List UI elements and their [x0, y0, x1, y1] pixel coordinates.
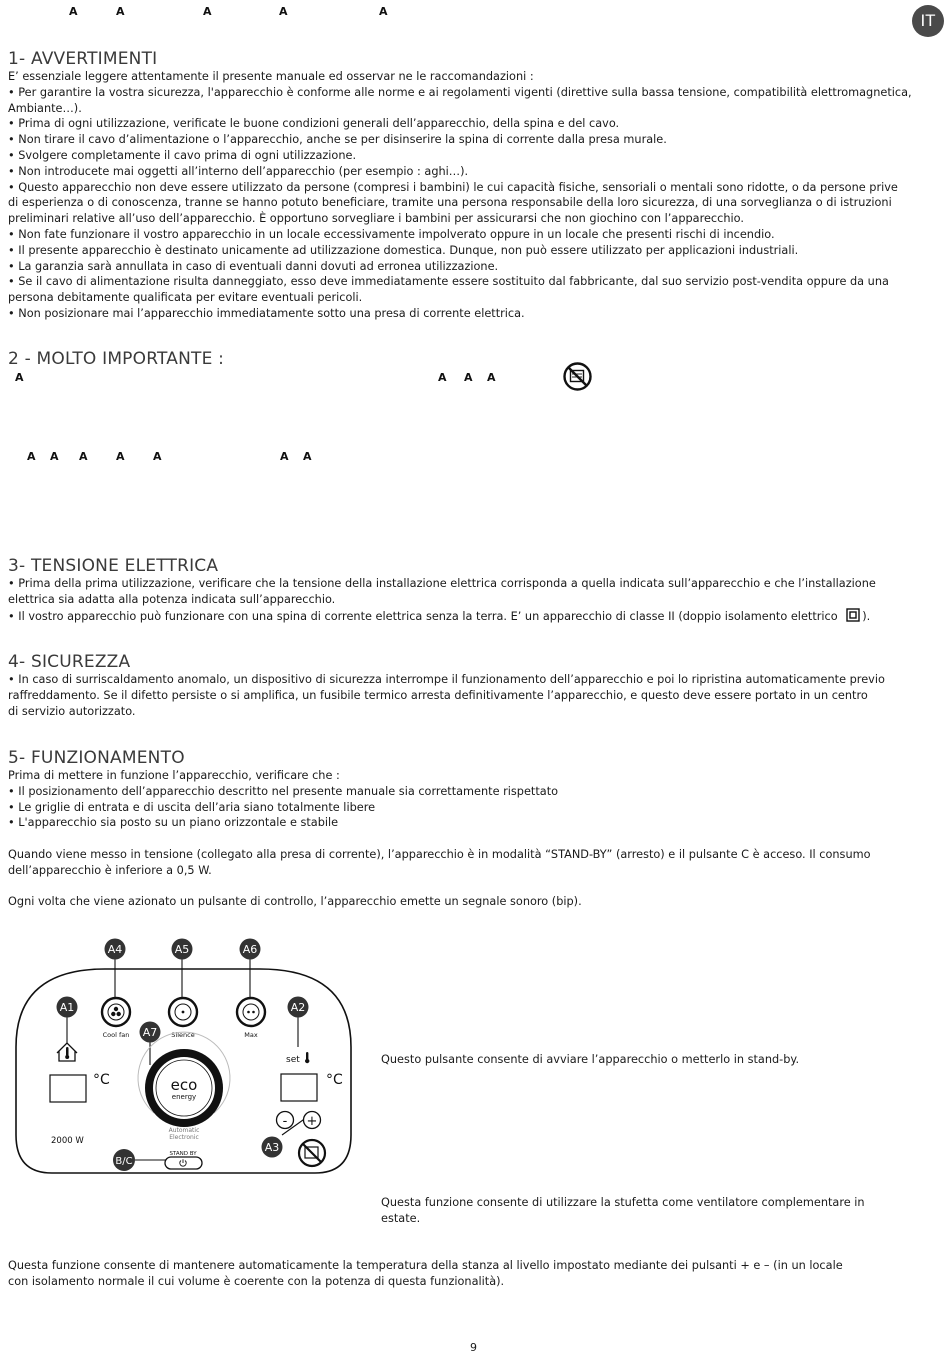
- paragraph-line: • Se il cavo di alimentazione risulta danneggiato, esso deve immediatamente essere sostituito dal fabbricante, dal suo servizio post-vendita oppure da una: [8, 275, 889, 289]
- section-3-title: 3- TENSIONE ELETTRICA: [8, 556, 219, 576]
- beep-paragraph: Ogni volta che viene azionato un pulsante di controllo, l’apparecchio emette un segnale sonoro (bip).: [8, 895, 582, 908]
- warning-mark: A: [280, 450, 289, 463]
- header-mark: A: [69, 5, 78, 18]
- warning-mark: A: [487, 371, 496, 384]
- paragraph-line: • Non posizionare mai l’apparecchio immediatamente sotto una presa di corrente elettrica.: [8, 306, 525, 320]
- callout-a1: [57, 997, 78, 1018]
- section-5-body: [8, 768, 558, 831]
- svg-text:+: +: [306, 1114, 318, 1129]
- paragraph-line: • Il presente apparecchio è destinato unicamente ad utilizzazione domestica. Dunque, non può essere utilizzato per applicazioni industriali.: [8, 243, 799, 257]
- page-number: 9: [470, 1341, 477, 1354]
- house-thermometer-icon: [57, 1043, 77, 1061]
- cool-fan-button[interactable]: [102, 998, 130, 1026]
- callout-a4: [105, 939, 126, 960]
- paragraph-line: • Non tirare il cavo d’alimentazione o l’apparecchio, anche se per disinserire la spina di corrente dalla presa murale.: [8, 133, 667, 147]
- paragraph-line: persona debitamente qualificata per evitare eventuali pericoli.: [8, 291, 363, 305]
- paragraph-line: • Prima della prima utilizzazione, verificare che la tensione della installazione elettrica corrisponda a quella indicata sull’apparecchio e che l’installazione: [8, 577, 876, 590]
- paragraph-line: estate.: [381, 1211, 421, 1225]
- svg-text:A1: A1: [59, 1001, 75, 1014]
- section-3-body: [8, 576, 876, 624]
- section-2-title: 2 - MOLTO IMPORTANTE :: [8, 349, 225, 369]
- eco-word: eco: [170, 1076, 198, 1094]
- do-not-cover-icon: [562, 361, 593, 392]
- section-4-title: 4- SICUREZZA: [8, 652, 131, 672]
- warning-mark: A: [116, 450, 125, 463]
- header-mark: A: [116, 5, 125, 18]
- warning-mark: A: [303, 450, 312, 463]
- class-ii-double-insulation-icon: [846, 608, 860, 622]
- paragraph-line: • Le griglie di entrata e di uscita dell’aria siano totalmente libere: [8, 800, 376, 814]
- standby-button-description: Questo pulsante consente di avviare l’apparecchio o metterlo in stand-by.: [381, 1053, 800, 1066]
- paragraph-line: di esperienza o di conoscenza, tranne se hanno potuto beneficiare, tramite una persona responsabile della loro sicurezza, di una sorveglianza o di istruzioni: [8, 196, 892, 210]
- header-mark: A: [379, 5, 388, 18]
- power-rating-label: 2000 W: [51, 1136, 84, 1146]
- set-temp-display: [281, 1074, 317, 1101]
- callout-a3: [262, 1137, 283, 1158]
- paragraph-line: • Il posizionamento dell’apparecchio descritto nel presente manuale sia correttamente rispettato: [8, 784, 559, 798]
- electronic-label: Electronic: [169, 1134, 199, 1141]
- paragraph-line: • Questo apparecchio non deve essere utilizzato da persone (compresi i bambini) le cui capacità fisiche, sensoriali o mentali sono ridotte, o da persone prive: [8, 180, 898, 194]
- do-not-cover-icon: [299, 1140, 325, 1166]
- svg-text:A4: A4: [107, 943, 123, 956]
- svg-text:-: -: [282, 1114, 288, 1129]
- paragraph-line: E’ essenziale leggere attentamente il presente manuale ed osservar ne le raccomandazioni :: [8, 70, 534, 83]
- paragraph-line: Questa funzione consente di utilizzare la stufetta come ventilatore complementare in: [381, 1196, 865, 1209]
- callout-a2: [288, 997, 309, 1018]
- paragraph-line: • Svolgere completamente il cavo prima di ogni utilizzazione.: [8, 148, 357, 162]
- paragraph-line: raffreddamento. Se il difetto persiste o si amplifica, un fusibile termico arresta definitivamente l’apparecchio, e questo deve essere portato in un centro: [8, 688, 868, 702]
- standby-paragraph: [8, 847, 871, 879]
- energy-word: energy: [171, 1093, 197, 1101]
- paragraph-line: di servizio autorizzato.: [8, 704, 136, 718]
- current-temp-display: [50, 1075, 86, 1102]
- thermometer-icon: [305, 1052, 309, 1063]
- plus-button[interactable]: [304, 1112, 321, 1130]
- warning-mark: A: [79, 450, 88, 463]
- set-label: set: [286, 1055, 300, 1065]
- paragraph-line: Quando viene messo in tensione (collegato alla presa di corrente), l’apparecchio è in modalità “STAND-BY” (arresto) e il pulsante C è acceso. Il consumo: [8, 848, 871, 861]
- paragraph-line: elettrica sia adatta alla potenza indicata sull’apparecchio.: [8, 592, 336, 606]
- paragraph-line: Prima di mettere in funzione l’apparecchio, verificare che :: [8, 769, 340, 782]
- paragraph-line: • Prima di ogni utilizzazione, verificate le buone condizioni generali dell’apparecchio, della spina e del cavo.: [8, 117, 620, 131]
- paragraph-line: • Per garantire la vostra sicurezza, l'apparecchio è conforme alle norme e ai regolamenti vigenti (direttive sulla bassa tensione, compatibilità elettromagnetica,: [8, 85, 912, 99]
- section-4-body: [8, 672, 885, 719]
- svg-text:A3: A3: [264, 1141, 280, 1154]
- cool-fan-label: Cool fan: [102, 1031, 130, 1039]
- paragraph-line: • La garanzia sarà annullata in caso di eventuali danni dovuti ad erronea utilizzazione.: [8, 259, 499, 273]
- silence-button[interactable]: [169, 998, 197, 1026]
- paragraph-line: • In caso di surriscaldamento anomalo, un dispositivo di sicurezza interrompe il funzionamento dell’apparecchio e poi lo ripristina automaticamente previo: [8, 673, 885, 686]
- paragraph-line: Questa funzione consente di mantenere automaticamente la temperatura della stanza al livello impostato mediante dei pulsanti + e – (in un locale: [8, 1259, 843, 1272]
- minus-button[interactable]: [277, 1112, 294, 1130]
- silence-dot-icon: [182, 1011, 185, 1014]
- svg-text:A6: A6: [242, 943, 258, 956]
- svg-text:A2: A2: [290, 1001, 306, 1014]
- header-mark: A: [279, 5, 288, 18]
- paragraph-line: con isolamento normale il cui volume è coerente con la potenza di questa funzionalità).: [8, 1274, 505, 1288]
- callout-a5: [172, 939, 193, 960]
- paragraph-line-with-icon: [8, 608, 876, 625]
- language-badge: IT: [912, 5, 944, 37]
- warning-mark: A: [27, 450, 36, 463]
- class-ii-text-end: ).: [862, 609, 871, 623]
- header-mark: A: [203, 5, 212, 18]
- section-1-title: 1- AVVERTIMENTI: [8, 49, 158, 69]
- warning-mark: A: [15, 371, 24, 384]
- svg-text:A5: A5: [174, 943, 190, 956]
- callout-a7: [140, 1022, 161, 1043]
- warning-mark: A: [464, 371, 473, 384]
- svg-text:B/C: B/C: [115, 1156, 133, 1167]
- max-button[interactable]: [237, 998, 265, 1026]
- degree-celsius-right: °C: [326, 1072, 343, 1088]
- paragraph-line: dell’apparecchio è inferiore a 0,5 W.: [8, 863, 212, 877]
- fan-function-description: [381, 1195, 865, 1227]
- max-dots-icon: [247, 1011, 250, 1014]
- warning-mark: A: [153, 450, 162, 463]
- paragraph-line: Ambiante…).: [8, 101, 82, 115]
- silence-label: Silence: [171, 1031, 195, 1039]
- section-5-title: 5- FUNZIONAMENTO: [8, 748, 185, 768]
- callout-bc: [113, 1149, 135, 1171]
- warning-mark: A: [438, 371, 447, 384]
- max-label: Max: [244, 1031, 258, 1039]
- automatic-label: Automatic: [168, 1127, 200, 1134]
- degree-celsius-left: °C: [93, 1072, 110, 1088]
- paragraph-line: • Non fate funzionare il vostro apparecchio in un locale eccessivamente impolverato oppure in un locale che presenti rischi di incendio.: [8, 227, 775, 241]
- section-1-body: [8, 69, 912, 322]
- class-ii-text: • Il vostro apparecchio può funzionare con una spina di corrente elettrica senza la terra. E’ un apparecchio di classe II (doppio isolamento elettrico: [8, 609, 838, 623]
- svg-text:A7: A7: [142, 1026, 158, 1039]
- paragraph-line: • Non introducete mai oggetti all’interno dell’apparecchio (per esempio : aghi…).: [8, 164, 469, 178]
- control-panel-diagram: [10, 935, 360, 1180]
- auto-temperature-description: [8, 1258, 843, 1290]
- paragraph-line: preliminari relative all’uso dell’apparecchio. È opportuno sorvegliare i bambini per assicurarsi che non giochino con l’apparecchio.: [8, 212, 744, 226]
- warning-mark: A: [50, 450, 59, 463]
- standby-label: STAND BY: [169, 1151, 197, 1157]
- paragraph-line: • L'apparecchio sia posto su un piano orizzontale e stabile: [8, 816, 339, 830]
- callout-a6: [240, 939, 261, 960]
- standby-button[interactable]: [165, 1157, 202, 1169]
